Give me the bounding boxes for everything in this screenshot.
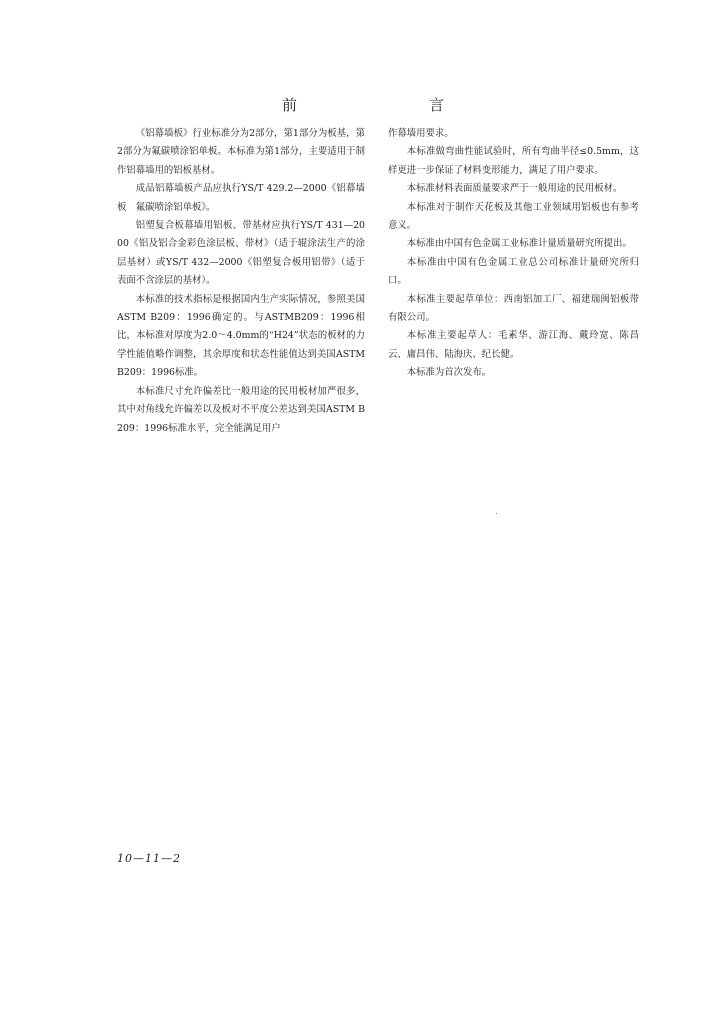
- scan-speck: [496, 513, 497, 514]
- paragraph: 本标准主要起草单位：西南铝加工厂、福建瑞闽铝板带有限公司。: [388, 293, 639, 324]
- page-number: 10—11—2: [117, 852, 181, 865]
- paragraph: 本标准由中国有色金属工业总公司标准计量研究所归口。: [388, 256, 639, 287]
- paragraph: 本标准由中国有色金属工业标准计量质量研究所提出。: [406, 238, 632, 250]
- paragraph: 本标准的技术指标是根据国内生产实际情况，参照美国ASTM B209：1996确定的。与ASTMB209：1996相比，本标准对厚度为2.0～4.0mm的“H24”状态的板材的力学性能值略作调整，其余厚度和状态性能值达到美国ASTM B209：1996标准。: [117, 293, 365, 379]
- paragraph: 本标准为首次发布。: [406, 367, 492, 379]
- paragraph-continuation: 作幕墙用要求。: [388, 128, 454, 139]
- paragraph: 《铝幕墙板》行业标准分为2部分，第1部分为板基，第2部分为氟碳喷涂铝单板。本标准为第1部分，主要适用于制作铝幕墙用的铝板基材。: [117, 128, 365, 176]
- paragraph: 成品铝幕墙板产品应执行YS/T 429.2—2000《铝幕墙板 氟碳喷涂铝单板》。: [117, 183, 365, 213]
- paragraph: 本标准尺寸允许偏差比一般用途的民用板材加严很多，其中对角线允许偏差以及板对不平度公差达到美国ASTM B209：1996标准水平，完全能满足用户: [117, 385, 365, 434]
- paragraph: 本标准对于制作天花板及其他工业领域用铝板也有参考意义。: [388, 201, 639, 232]
- paragraph: 本标准主要起草人：毛素华、游江海、戴玲宽、陈昌云、庸昌伟、陆海庆、纪长健。: [388, 330, 639, 360]
- paragraph: 本标准做弯曲性能试验时，所有弯曲半径≤0.5mm，这样更进一步保证了材料变形能力，满足了用户要求。: [388, 146, 639, 176]
- paragraph: 铝塑复合板幕墙用铝板、带基材应执行YS/T 431—2000《铝及铝合金彩色涂层板、带材》（适于辊涂法生产的涂层基材）或YS/T 432—2000《铝塑复合板用铝带》（适于表面不含涂层的基材）。: [117, 220, 365, 287]
- page-title: 前 言: [281, 96, 478, 114]
- paragraph: 本标准材料表面质量要求严于一般用途的民用板材。: [406, 183, 623, 195]
- right-column: [388, 125, 639, 383]
- left-column: [117, 125, 365, 438]
